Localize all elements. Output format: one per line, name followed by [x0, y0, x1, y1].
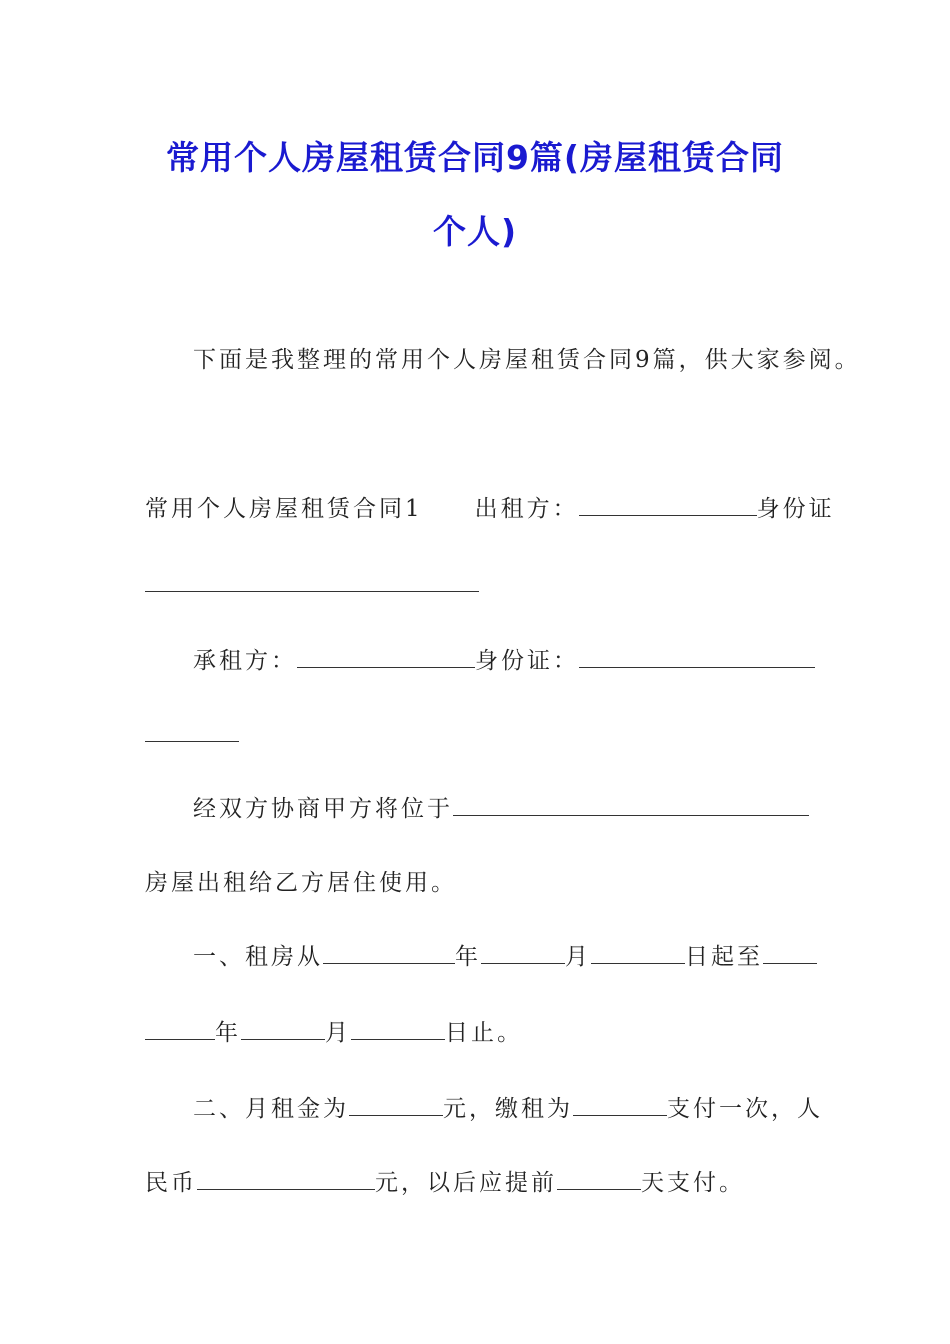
lessor-id-label: 身份证 — [756, 496, 835, 522]
intro-paragraph: 下面是我整理的常用个人房屋租赁合同9篇，供大家参阅。 — [193, 347, 861, 373]
clause2-line — [193, 1094, 823, 1124]
yuan-later-label: 元，以后应提前 — [375, 1170, 557, 1196]
month-label-2: 月 — [325, 1020, 351, 1046]
clause1-line — [193, 942, 817, 972]
end-day-blank — [351, 1021, 445, 1040]
lessor-id-line — [145, 570, 479, 600]
lessee-id-line — [145, 720, 239, 750]
year-label: 年 — [455, 944, 481, 970]
advance-days-blank — [557, 1171, 641, 1190]
start-month-blank — [481, 945, 565, 964]
lessee-name-blank — [297, 649, 475, 668]
end-year-blank — [763, 945, 817, 964]
document-title-line1: 常用个人房屋租赁合同9篇(房屋租赁合同 — [165, 138, 785, 177]
lessee-line — [193, 646, 815, 676]
rent-blank — [349, 1097, 443, 1116]
lessee-id-blank-cont — [145, 723, 239, 742]
year-label-2: 年 — [215, 1020, 241, 1046]
yuan-payment-label: 元，缴租为 — [443, 1096, 573, 1122]
pay-once-label: 支付一次，人 — [667, 1096, 823, 1122]
month-label: 月 — [565, 944, 591, 970]
start-day-blank — [591, 945, 685, 964]
lessor-line — [145, 494, 835, 524]
document-title-line2: 个人) — [432, 212, 518, 251]
day-from-label: 日起至 — [685, 944, 763, 970]
end-year-blank-cont — [145, 1021, 215, 1040]
location-text: 经双方协商甲方将位于 — [193, 796, 453, 822]
rmb-label: 民币 — [145, 1170, 197, 1196]
location-blank — [453, 797, 809, 816]
contract-heading: 常用个人房屋租赁合同1 — [145, 496, 423, 522]
start-year-blank — [323, 945, 455, 964]
lessee-label: 承租方： — [193, 648, 297, 674]
payment-cycle-blank — [573, 1097, 667, 1116]
lessee-id-label: 身份证： — [475, 648, 579, 674]
clause1-prefix: 一、租房从 — [193, 944, 323, 970]
lessor-label: 出租方： — [474, 496, 579, 522]
clause2-cont-line — [145, 1168, 745, 1198]
lessor-id-blank — [145, 573, 479, 592]
days-pay-label: 天支付。 — [641, 1170, 745, 1196]
usage-line: 房屋出租给乙方居住使用。 — [145, 870, 457, 896]
end-month-blank — [241, 1021, 325, 1040]
clause2-prefix: 二、月租金为 — [193, 1096, 349, 1122]
lessor-name-blank — [579, 497, 757, 516]
day-until-label: 日止。 — [445, 1020, 523, 1046]
clause1-cont-line — [145, 1018, 523, 1048]
location-line — [193, 794, 809, 824]
rmb-amount-blank — [197, 1171, 375, 1190]
lessee-id-blank — [579, 649, 815, 668]
